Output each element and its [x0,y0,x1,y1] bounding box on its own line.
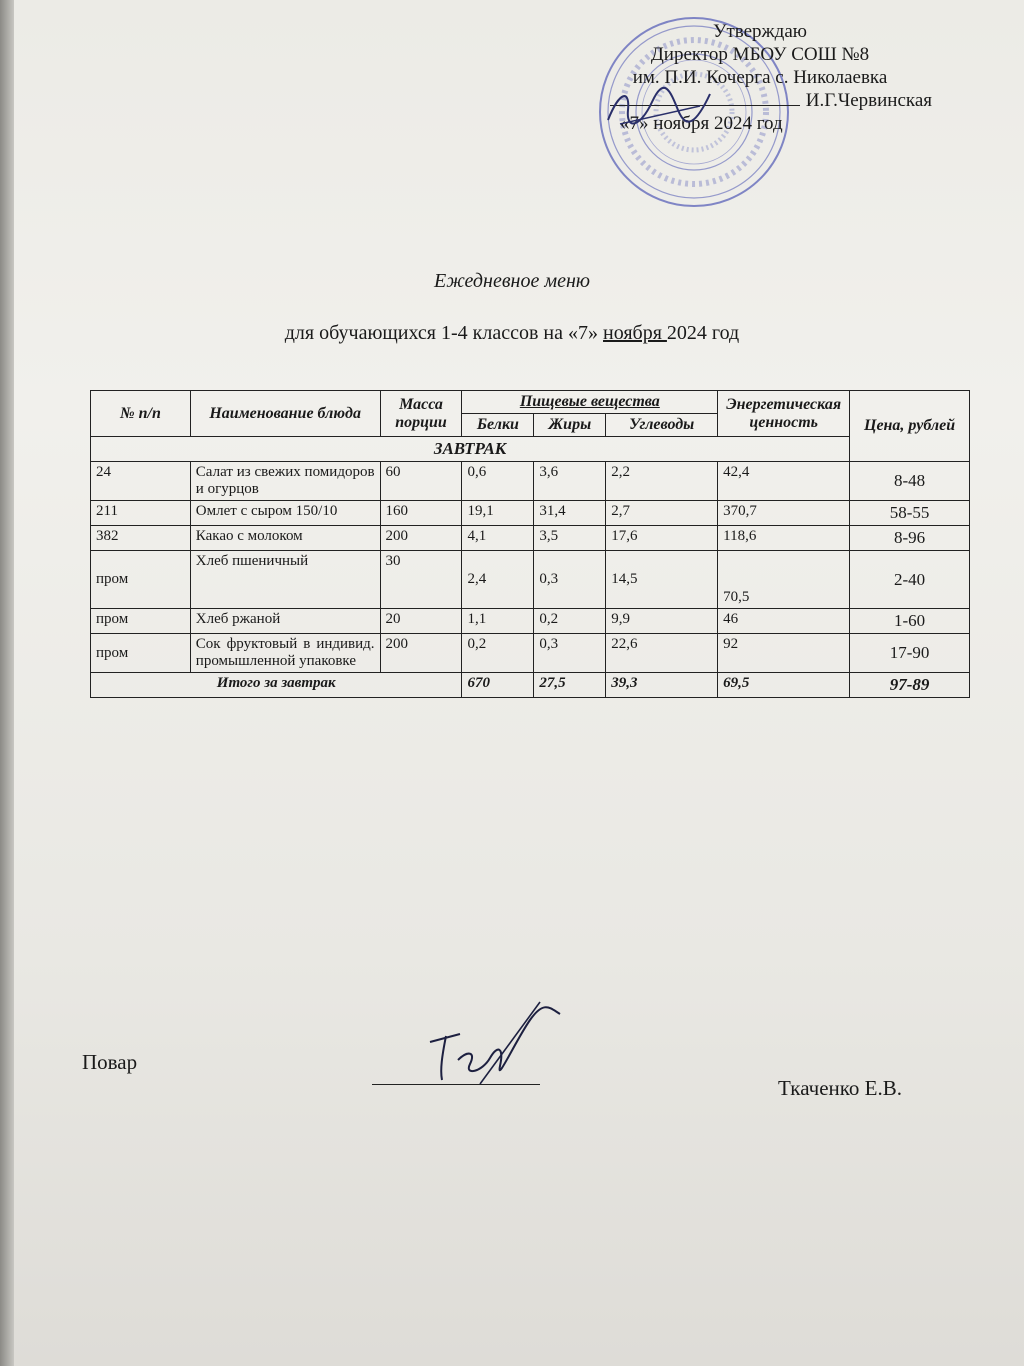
subtitle-suffix: 2024 год [666,322,740,344]
cell-name: Какао с молоком [190,526,380,551]
table-row [91,526,970,551]
cell-protein: 1,1 [462,609,534,634]
total-row [91,673,970,698]
cell-protein: 4,1 [462,526,534,551]
cell-fat: 3,5 [534,526,606,551]
cell-price: 2-40 [850,551,970,609]
cell-carbs: 9,9 [606,609,718,634]
cell-mass: 160 [380,501,462,526]
cell-protein: 2,4 [462,551,534,609]
header-name: Наименование блюда [190,391,380,437]
cell-price: 58-55 [850,501,970,526]
cell-num: пром [91,609,191,634]
header-carbs: Углеводы [606,414,718,437]
cell-num: пром [91,551,191,609]
header-mass: Масса порции [380,391,462,437]
total-col3: 39,3 [606,673,718,698]
cell-energy: 70,5 [718,551,850,609]
table-row [91,634,970,673]
page-edge-shadow [0,0,14,1366]
cell-carbs: 22,6 [606,634,718,673]
section-row [91,437,970,462]
cell-protein: 19,1 [462,501,534,526]
cell-fat: 0,3 [534,634,606,673]
header-row [91,391,970,414]
total-price: 97-89 [850,673,970,698]
cell-name: Хлеб ржаной [190,609,380,634]
cell-mass: 60 [380,462,462,501]
cell-mass: 20 [380,609,462,634]
header-nutrients: Пищевые вещества [462,391,718,414]
table-row [91,501,970,526]
cook-name: Ткаченко Е.В. [778,1076,903,1100]
page-subtitle [0,322,1024,345]
cell-price: 8-48 [850,462,970,501]
header-price: Цена, рублей [850,391,970,462]
cook-signature [420,1000,570,1090]
header-fat: Жиры [534,414,606,437]
cell-fat: 0,2 [534,609,606,634]
header-protein: Белки [462,414,534,437]
total-col1: 670 [462,673,534,698]
menu-table [90,390,970,698]
cook-label: Повар [82,1050,138,1074]
cell-name: Сок фруктовый в индивид. промышленной упаковке [190,634,380,673]
section-breakfast: ЗАВТРАК [91,437,850,462]
cell-protein: 0,2 [462,634,534,673]
cell-mass: 200 [380,526,462,551]
page-title: Ежедневное меню [434,270,590,292]
approval-line-2: Директор МБОУ СОШ №8 [650,44,870,65]
cell-price: 1-60 [850,609,970,634]
cell-mass: 30 [380,551,462,609]
total-col4: 69,5 [718,673,850,698]
director-name: И.Г.Червинская [805,90,932,111]
header-energy: Энергетическая ценность [718,391,850,437]
table-row [91,462,970,501]
cell-fat: 3,6 [534,462,606,501]
cell-energy: 118,6 [718,526,850,551]
cell-protein: 0,6 [462,462,534,501]
cell-energy: 370,7 [718,501,850,526]
cell-carbs: 2,7 [606,501,718,526]
cell-carbs: 14,5 [606,551,718,609]
total-label: Итого за завтрак [91,673,462,698]
approval-date: «7» ноября 2024 год [620,113,783,134]
cell-energy: 42,4 [718,462,850,501]
cell-num: 24 [91,462,191,501]
cell-num: 382 [91,526,191,551]
table-row [91,609,970,634]
cell-price: 17-90 [850,634,970,673]
cell-energy: 46 [718,609,850,634]
cell-num: 211 [91,501,191,526]
cell-name: Омлет с сыром 150/10 [190,501,380,526]
cell-carbs: 2,2 [606,462,718,501]
cell-num: пром [91,634,191,673]
table-row [91,551,970,609]
header-num: № п/п [91,391,191,437]
subtitle-prefix: для обучающихся 1-4 классов на «7» [284,322,604,344]
cell-energy: 92 [718,634,850,673]
subtitle-month: ноября [603,322,667,344]
approval-line-3: им. П.И. Кочерга с. Николаевка [632,67,888,88]
cell-mass: 200 [380,634,462,673]
cell-name: Хлеб пшеничный [190,551,380,609]
approval-line-1: Утверждаю [713,21,807,42]
total-col2: 27,5 [534,673,606,698]
cell-price: 8-96 [850,526,970,551]
cell-name: Салат из свежих помидоров и огурцов [190,462,380,501]
director-signature [600,80,720,140]
cell-fat: 0,3 [534,551,606,609]
cell-carbs: 17,6 [606,526,718,551]
cell-fat: 31,4 [534,501,606,526]
cook-signature-line [372,1084,540,1085]
